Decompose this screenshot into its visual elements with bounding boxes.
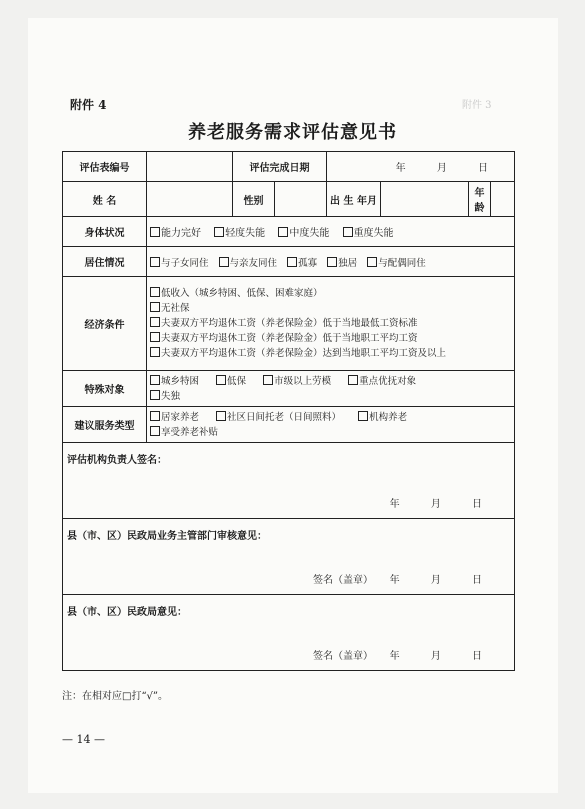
living-options — [147, 247, 515, 277]
county-dept-sign: 签名（盖章） — [313, 575, 373, 586]
county-dept-date: 年 月 日 — [389, 575, 497, 586]
row-special — [63, 371, 515, 407]
agency-date: 年 月 日 — [389, 499, 497, 510]
footnote: 注：在相对应□打“√”。 — [62, 691, 169, 702]
row-service-type — [63, 407, 515, 443]
row-economy — [63, 277, 515, 371]
checkbox-icon — [150, 332, 160, 342]
economy-option[interactable]: 无社保 — [150, 301, 511, 316]
health-option[interactable]: 能力完好 — [150, 224, 201, 239]
row-agency-signature — [63, 443, 515, 519]
checkbox-icon — [150, 257, 160, 267]
special-option[interactable]: 重点优抚对象 — [348, 374, 416, 389]
birth-label: 出 生 年月 — [327, 182, 381, 217]
economy-label: 经济条件 — [63, 277, 147, 371]
county-date: 年 月 日 — [389, 651, 497, 662]
economy-option[interactable]: 夫妻双方平均退休工资（养老保险金）低于当地最低工资标准 — [150, 316, 511, 331]
checkbox-icon — [278, 227, 288, 237]
special-option[interactable]: 低保 — [216, 374, 246, 389]
checkbox-icon — [263, 375, 273, 385]
row-county — [63, 595, 515, 671]
service-option[interactable]: 享受养老补贴 — [150, 425, 218, 440]
health-options — [147, 217, 515, 247]
birth-field[interactable] — [381, 182, 469, 217]
checkbox-icon — [150, 302, 160, 312]
checkbox-icon — [367, 257, 377, 267]
living-option[interactable]: 与配偶同住 — [367, 255, 426, 269]
bleed-through-text: 附件 3 — [462, 100, 492, 111]
agency-label: 评估机构负责人签名： — [67, 455, 167, 466]
health-option[interactable]: 轻度失能 — [214, 224, 265, 239]
checkbox-icon — [348, 375, 358, 385]
checkbox-icon — [214, 227, 224, 237]
row-personal-info — [63, 182, 515, 217]
name-label: 姓 名 — [63, 182, 147, 217]
living-option[interactable]: 与子女同住 — [150, 255, 209, 269]
economy-option[interactable]: 夫妻双方平均退休工资（养老保险金）低于当地职工平均工资 — [150, 331, 511, 346]
service-option[interactable]: 社区日间托老（日间照料） — [216, 410, 341, 425]
living-label: 居住情况 — [63, 247, 147, 277]
row-health — [63, 217, 515, 247]
checkbox-icon — [216, 375, 226, 385]
health-option[interactable]: 中度失能 — [278, 224, 329, 239]
special-options — [147, 371, 515, 407]
checkbox-icon — [219, 257, 229, 267]
county-label: 县（市、区）民政局意见： — [67, 607, 187, 618]
checkbox-icon — [150, 426, 160, 436]
completion-date-label: 评估完成日期 — [233, 152, 327, 182]
form-no-label: 评估表编号 — [63, 152, 147, 182]
page-number: — 14 — — [62, 733, 105, 746]
checkbox-icon — [327, 257, 337, 267]
attachment-label: 附件 4 — [70, 98, 107, 112]
living-option[interactable]: 与亲友同住 — [219, 255, 278, 269]
name-field[interactable] — [147, 182, 233, 217]
economy-option[interactable]: 低收入（城乡特困、低保、困难家庭） — [150, 286, 511, 301]
living-option[interactable]: 独居 — [327, 255, 357, 269]
county-dept-label: 县（市、区）民政局业务主管部门审核意见： — [67, 531, 267, 542]
economy-option[interactable]: 夫妻双方平均退休工资（养老保险金）达到当地职工平均工资及以上 — [150, 346, 511, 361]
county-sign: 签名（盖章） — [313, 651, 373, 662]
row-form-number — [63, 152, 515, 182]
special-label: 特殊对象 — [63, 371, 147, 407]
health-option[interactable]: 重度失能 — [343, 224, 394, 239]
row-living — [63, 247, 515, 277]
checkbox-icon — [358, 411, 368, 421]
economy-options — [147, 277, 515, 371]
county-dept-section[interactable] — [63, 519, 515, 595]
age-field[interactable] — [491, 182, 515, 217]
health-label: 身体状况 — [63, 217, 147, 247]
checkbox-icon — [287, 257, 297, 267]
county-section[interactable] — [63, 595, 515, 671]
service-option[interactable]: 居家养老 — [150, 410, 199, 425]
checkbox-icon — [343, 227, 353, 237]
checkbox-icon — [150, 390, 160, 400]
checkbox-icon — [150, 287, 160, 297]
special-option[interactable]: 失独 — [150, 389, 180, 404]
special-option[interactable]: 城乡特困 — [150, 374, 199, 389]
service-options — [147, 407, 515, 443]
checkbox-icon — [150, 375, 160, 385]
checkbox-icon — [150, 411, 160, 421]
row-county-dept — [63, 519, 515, 595]
agency-section[interactable] — [63, 443, 515, 519]
service-option[interactable]: 机构养老 — [358, 410, 407, 425]
form-no-field[interactable] — [147, 152, 233, 182]
living-option[interactable]: 孤寡 — [287, 255, 317, 269]
form-title: 养老服务需求评估意见书 — [188, 122, 397, 143]
gender-field[interactable] — [275, 182, 327, 217]
checkbox-icon — [150, 227, 160, 237]
checkbox-icon — [216, 411, 226, 421]
gender-label: 性别 — [233, 182, 275, 217]
age-label: 年 龄 — [469, 182, 491, 217]
completion-date-field[interactable]: 年 月 日 — [327, 152, 515, 182]
checkbox-icon — [150, 317, 160, 327]
checkbox-icon — [150, 347, 160, 357]
special-option[interactable]: 市级以上劳模 — [263, 374, 331, 389]
assessment-form — [62, 151, 515, 671]
service-label: 建议服务类型 — [63, 407, 147, 443]
